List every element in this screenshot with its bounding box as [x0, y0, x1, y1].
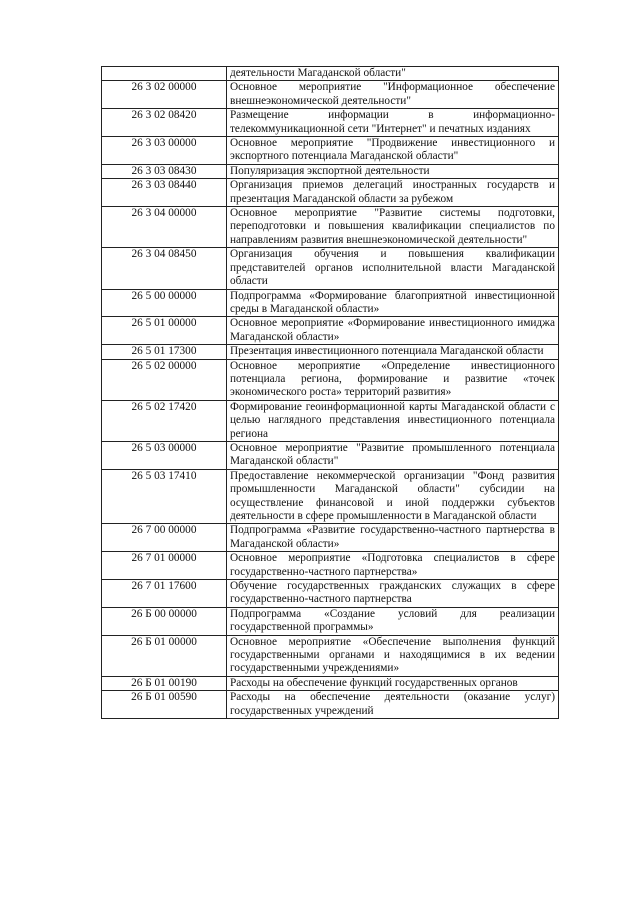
- expenditure-name-cell: Основное мероприятие «Подготовка специалистов в сфере государственно-частного партнерства»: [227, 552, 559, 580]
- budget-code-cell: 26 Б 01 00590: [102, 691, 227, 719]
- budget-code-cell: 26 3 04 00000: [102, 207, 227, 248]
- table-row: [102, 179, 559, 207]
- table-row: [102, 469, 559, 524]
- table-row: [102, 691, 559, 719]
- table-row: [102, 552, 559, 580]
- expenditure-name-cell: Подпрограмма «Развитие государственно-частного партнерства в Магаданской области»: [227, 524, 559, 552]
- budget-code-cell: 26 5 02 17420: [102, 400, 227, 441]
- budget-code-cell: 26 5 03 17410: [102, 469, 227, 524]
- expenditure-name-cell: Подпрограмма «Создание условий для реализации государственной программы»: [227, 607, 559, 635]
- expenditure-name-cell: Формирование геоинформационной карты Магаданской области с целью наглядного представления инвестиционного потенциала региона: [227, 400, 559, 441]
- expenditure-name-cell: Обучение государственных гражданских служащих в сфере государственно-частного партнерства: [227, 580, 559, 608]
- table-row: [102, 164, 559, 178]
- expenditure-name-cell: Основное мероприятие "Развитие промышленного потенциала Магаданской области": [227, 441, 559, 469]
- table-row: [102, 441, 559, 469]
- table-row: [102, 580, 559, 608]
- expenditure-name-cell: Презентация инвестиционного потенциала Магаданской области: [227, 345, 559, 359]
- expenditure-name-cell: Расходы на обеспечение функций государственных органов: [227, 676, 559, 690]
- budget-code-cell: 26 7 01 00000: [102, 552, 227, 580]
- budget-code-cell: 26 7 00 00000: [102, 524, 227, 552]
- table-row: [102, 109, 559, 137]
- budget-code-cell: 26 Б 00 00000: [102, 607, 227, 635]
- table-row: [102, 317, 559, 345]
- budget-code-cell: 26 5 03 00000: [102, 441, 227, 469]
- budget-code-cell: 26 Б 01 00000: [102, 635, 227, 676]
- budget-code-cell: 26 3 02 00000: [102, 81, 227, 109]
- table-body: [102, 67, 559, 719]
- expenditure-name-cell: Подпрограмма «Формирование благоприятной инвестиционной среды в Магаданской области»: [227, 289, 559, 317]
- budget-code-cell: 26 5 01 17300: [102, 345, 227, 359]
- budget-code-cell: 26 5 02 00000: [102, 359, 227, 400]
- table-row: [102, 248, 559, 289]
- table-row: [102, 207, 559, 248]
- expenditure-name-cell: Организация обучения и повышения квалификации представителей органов исполнительной власти Магаданской области: [227, 248, 559, 289]
- table-row: [102, 67, 559, 81]
- table-row: [102, 607, 559, 635]
- table-row: [102, 289, 559, 317]
- budget-code-cell: 26 Б 01 00190: [102, 676, 227, 690]
- expenditure-name-cell: деятельности Магаданской области": [227, 67, 559, 81]
- expenditure-name-cell: Предоставление некоммерческой организации "Фонд развития промышленности Магаданской области" субсидии на осуществление финансовой и иной поддержки субъектов деятельности в сфере промышленности в Магаданской области: [227, 469, 559, 524]
- budget-code-cell: 26 3 02 08420: [102, 109, 227, 137]
- expenditure-name-cell: Основное мероприятие "Развитие системы подготовки, переподготовки и повышения квалификации специалистов по направлениям развития внешнеэкономической деятельности": [227, 207, 559, 248]
- expenditure-name-cell: Расходы на обеспечение деятельности (оказание услуг) государственных учреждений: [227, 691, 559, 719]
- budget-code-cell: 26 3 03 08440: [102, 179, 227, 207]
- expenditure-name-cell: Популяризация экспортной деятельности: [227, 164, 559, 178]
- budget-classification-table: [101, 66, 559, 719]
- expenditure-name-cell: Основное мероприятие "Продвижение инвестиционного и экспортного потенциала Магаданской области": [227, 137, 559, 165]
- expenditure-name-cell: Основное мероприятие "Информационное обеспечение внешнеэкономической деятельности": [227, 81, 559, 109]
- table-row: [102, 676, 559, 690]
- table-row: [102, 524, 559, 552]
- budget-code-cell: 26 5 00 00000: [102, 289, 227, 317]
- table-row: [102, 635, 559, 676]
- budget-code-cell: 26 3 03 00000: [102, 137, 227, 165]
- budget-code-cell: 26 3 04 08450: [102, 248, 227, 289]
- expenditure-name-cell: Основное мероприятие «Формирование инвестиционного имиджа Магаданской области»: [227, 317, 559, 345]
- expenditure-name-cell: Основное мероприятие «Обеспечение выполнения функций государственными органами и находящимися в их ведении государственными учреждениями»: [227, 635, 559, 676]
- table-row: [102, 137, 559, 165]
- budget-code-cell: [102, 67, 227, 81]
- expenditure-name-cell: Размещение информации в информационно-телекоммуникационной сети "Интернет" и печатных изданиях: [227, 109, 559, 137]
- table-row: [102, 81, 559, 109]
- expenditure-name-cell: Основное мероприятие «Определение инвестиционного потенциала региона, формирование и развитие «точек экономического роста» территорий развития»: [227, 359, 559, 400]
- expenditure-name-cell: Организация приемов делегаций иностранных государств и презентация Магаданской области за рубежом: [227, 179, 559, 207]
- budget-code-cell: 26 3 03 08430: [102, 164, 227, 178]
- table-row: [102, 359, 559, 400]
- budget-code-cell: 26 5 01 00000: [102, 317, 227, 345]
- table-row: [102, 345, 559, 359]
- budget-code-cell: 26 7 01 17600: [102, 580, 227, 608]
- table-row: [102, 400, 559, 441]
